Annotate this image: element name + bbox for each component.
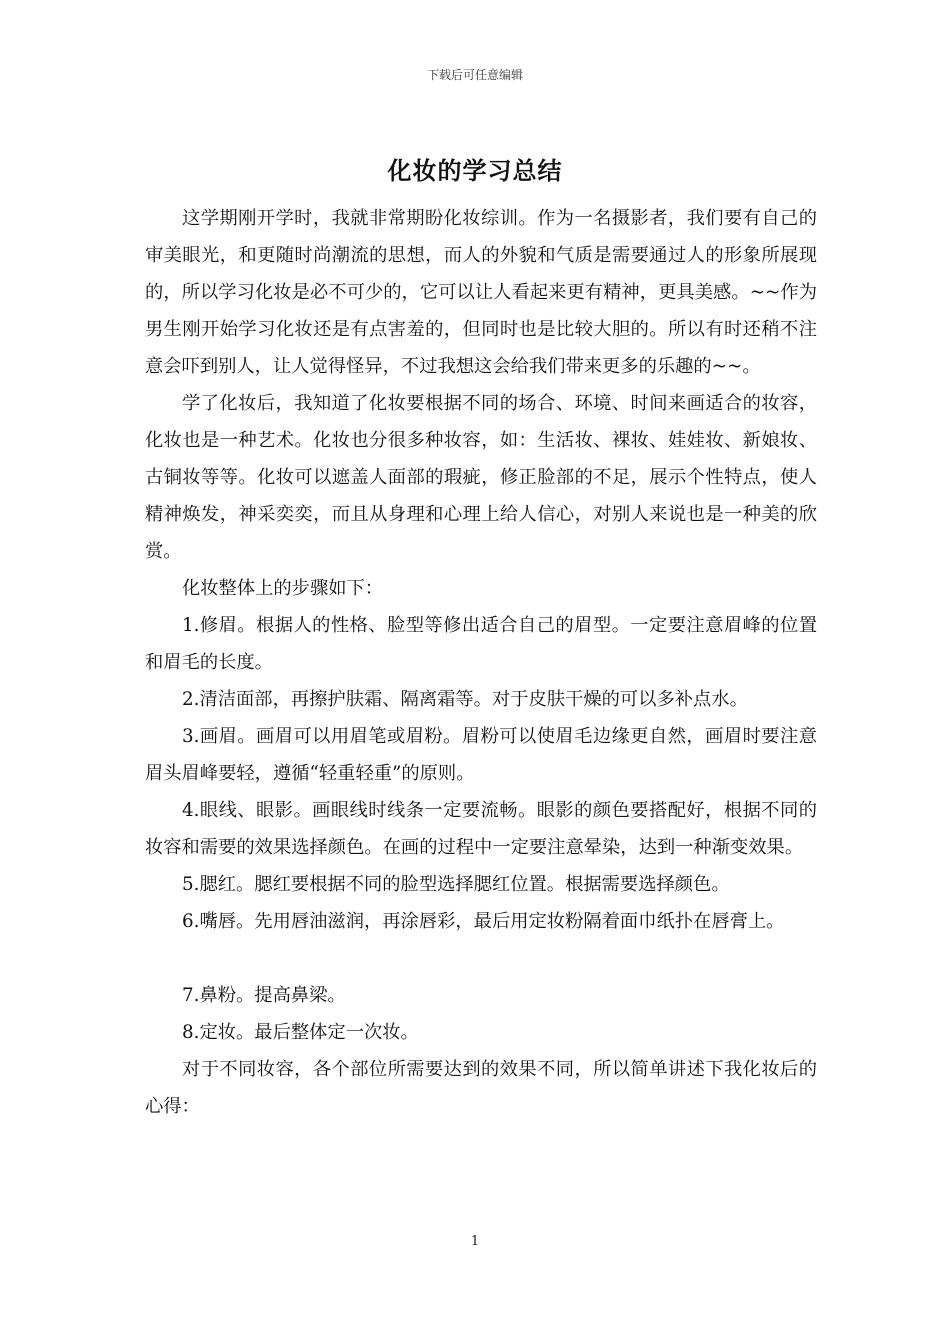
- page-header: 下载后可任意编辑: [426, 68, 523, 82]
- step-item: 3.画眉。画眉可以用眉笔或眉粉。眉粉可以使眉毛边缘更自然，画眉时要注意眉头眉峰要轻，遵循“轻重轻重”的原则。: [145, 726, 817, 784]
- paragraph-steps-heading: 化妆整体上的步骤如下：: [182, 578, 384, 599]
- step-item: 2.清洁面部，再擦护肤霜、隔离霜等。对于皮肤干燥的可以多补点水。: [182, 689, 748, 710]
- step-item: 4.眼线、眼影。画眼线时线条一定要流畅。眼影的颜色要搭配好，根据不同的妆容和需要的效果选择颜色。在画的过程中一定要注意晕染，达到一种渐变效果。: [145, 800, 817, 858]
- step-item: 8.定妆。最后整体定一次妆。: [182, 1022, 419, 1043]
- document-title: 化妆的学习总结: [387, 157, 563, 185]
- step-item: 1.修眉。根据人的性格、脸型等修出适合自己的眉型。一定要注意眉峰的位置和眉毛的长度。: [145, 615, 817, 673]
- step-item: 7.鼻粉。提高鼻梁。: [182, 985, 346, 1006]
- document-body: [145, 200, 817, 1125]
- page-number: 1: [470, 1234, 480, 1249]
- paragraph-makeup-types: 学了化妆后，我知道了化妆要根据不同的场合、环境、时间来画适合的妆容，化妆也是一种艺术。化妆也分很多种妆容，如：生活妆、裸妆、娃娃妆、新娘妆、古铜妆等等。化妆可以遮盖人面部的瑕疵，修正脸部的不足，展示个性特点，使人精神焕发，神采奕奕，而且从身理和心理上给人信心，对别人来说也是一种美的欣赏。: [145, 393, 817, 562]
- step-item: 6.嘴唇。先用唇油滋润，再涂唇彩，最后用定妆粉隔着面巾纸扑在唇膏上。: [182, 911, 785, 932]
- paragraph-intro: 这学期刚开学时，我就非常期盼化妆综训。作为一名摄影者，我们要有自己的审美眼光，和更随时尚潮流的思想，而人的外貌和气质是需要通过人的形象所展现的，所以学习化妆是必不可少的，它可以让人看起来更有精神，更具美感。~~作为男生刚开始学习化妆还是有点害羞的，但同时也是比较大胆的。所以有时还稍不注意会吓到别人，让人觉得怪异，不过我想这会给我们带来更多的乐趣的~~。: [145, 208, 817, 377]
- paragraph-conclusion: 对于不同妆容，各个部位所需要达到的效果不同，所以简单讲述下我化妆后的心得：: [145, 1059, 817, 1117]
- step-item: 5.腮红。腮红要根据不同的脸型选择腮红位置。根据需要选择颜色。: [182, 874, 730, 895]
